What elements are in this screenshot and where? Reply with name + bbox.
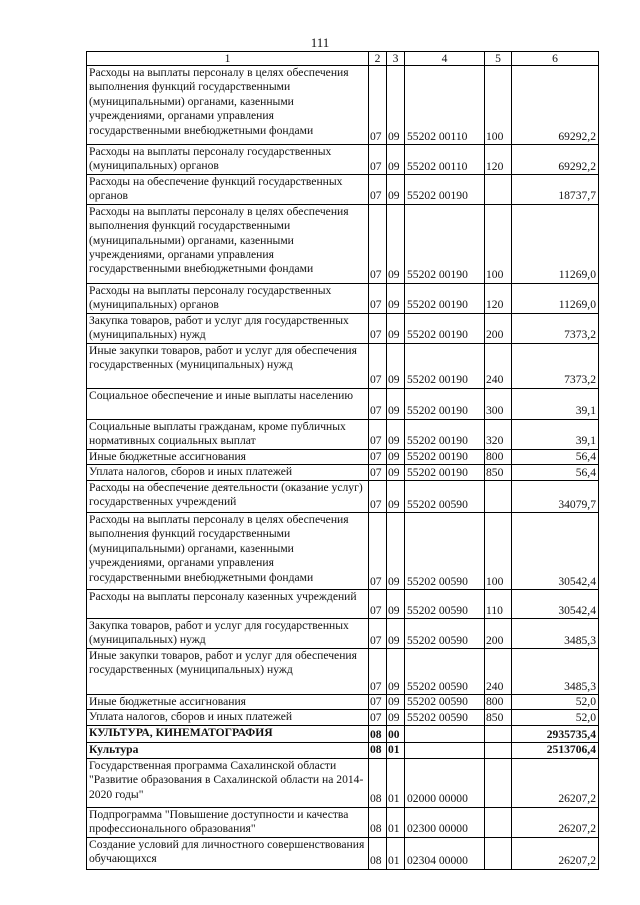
row-target-article: 55202 00590 xyxy=(405,695,485,710)
row-target-article: 55202 00190 xyxy=(405,449,485,464)
row-name: Расходы на выплаты персоналу в целях обеспечения выполнения функций государственными (муниципальными) органами, казенными учреждениями, органами управления государственными внебюджетными фондами xyxy=(87,204,369,283)
row-section: 07 xyxy=(369,145,387,175)
row-subsection: 09 xyxy=(387,481,405,513)
table-row xyxy=(87,649,599,695)
header-col-target-article: 4 xyxy=(405,52,485,66)
table-row xyxy=(87,758,599,807)
row-expense-type xyxy=(485,481,512,513)
row-subsection: 01 xyxy=(387,743,405,758)
row-expense-type xyxy=(485,758,512,807)
table-row xyxy=(87,343,599,388)
row-amount: 11269,0 xyxy=(512,283,599,313)
row-name: Государственная программа Сахалинской области "Развитие образования в Сахалинской области на 2014-2020 годы" xyxy=(87,758,369,807)
row-subsection: 09 xyxy=(387,619,405,649)
row-expense-type: 850 xyxy=(485,465,512,481)
row-target-article: 55202 00190 xyxy=(405,204,485,283)
table-row xyxy=(87,481,599,513)
row-amount: 69292,2 xyxy=(512,145,599,175)
row-amount: 39,1 xyxy=(512,388,599,419)
row-target-article: 55202 00190 xyxy=(405,388,485,419)
row-subsection: 09 xyxy=(387,449,405,464)
row-amount: 56,4 xyxy=(512,465,599,481)
table-row xyxy=(87,710,599,726)
row-expense-type xyxy=(485,837,512,869)
row-subsection: 09 xyxy=(387,313,405,343)
row-amount: 56,4 xyxy=(512,449,599,464)
row-expense-type: 850 xyxy=(485,710,512,726)
table-row xyxy=(87,204,599,283)
row-name: Расходы на выплаты персоналу казенных учреждений xyxy=(87,590,369,619)
row-amount: 26207,2 xyxy=(512,807,599,837)
row-amount: 3485,3 xyxy=(512,619,599,649)
row-section: 07 xyxy=(369,465,387,481)
table-row xyxy=(87,419,599,449)
row-target-article: 02304 00000 xyxy=(405,837,485,869)
row-expense-type: 300 xyxy=(485,388,512,419)
table-row xyxy=(87,619,599,649)
table-row xyxy=(87,743,599,758)
row-subsection: 01 xyxy=(387,758,405,807)
row-section: 07 xyxy=(369,710,387,726)
row-amount: 18737,7 xyxy=(512,175,599,205)
row-section: 07 xyxy=(369,388,387,419)
row-expense-type: 110 xyxy=(485,590,512,619)
row-target-article: 55202 00590 xyxy=(405,481,485,513)
row-target-article xyxy=(405,726,485,743)
budget-table xyxy=(86,51,599,870)
row-name: Расходы на выплаты персоналу в целях обеспечения выполнения функций государственными (муниципальными) органами, казенными учреждениями, органами управления государственными внебюджетными фондами xyxy=(87,66,369,145)
row-subsection: 09 xyxy=(387,419,405,449)
row-section: 08 xyxy=(369,837,387,869)
row-section: 07 xyxy=(369,343,387,388)
table-row xyxy=(87,283,599,313)
row-target-article: 55202 00110 xyxy=(405,66,485,145)
row-section: 07 xyxy=(369,481,387,513)
table-row xyxy=(87,175,599,205)
row-target-article: 02000 00000 xyxy=(405,758,485,807)
row-section: 08 xyxy=(369,758,387,807)
row-target-article: 55202 00190 xyxy=(405,465,485,481)
row-name: Закупка товаров, работ и услуг для государственных (муниципальных) нужд xyxy=(87,313,369,343)
table-row xyxy=(87,66,599,145)
row-name: Подпрограмма "Повышение доступности и качества профессионального образования" xyxy=(87,807,369,837)
row-section: 07 xyxy=(369,590,387,619)
row-amount: 30542,4 xyxy=(512,590,599,619)
row-subsection: 09 xyxy=(387,710,405,726)
row-section: 07 xyxy=(369,649,387,695)
table-row xyxy=(87,513,599,590)
row-section: 07 xyxy=(369,619,387,649)
row-expense-type xyxy=(485,807,512,837)
row-target-article: 55202 00190 xyxy=(405,175,485,205)
header-col-amount: 6 xyxy=(512,52,599,66)
table-row xyxy=(87,807,599,837)
row-expense-type: 100 xyxy=(485,66,512,145)
row-expense-type: 100 xyxy=(485,204,512,283)
row-target-article: 55202 00590 xyxy=(405,649,485,695)
row-name: Расходы на выплаты персоналу государственных (муниципальных) органов xyxy=(87,283,369,313)
row-target-article: 55202 00590 xyxy=(405,513,485,590)
row-subsection: 09 xyxy=(387,66,405,145)
row-expense-type xyxy=(485,726,512,743)
row-subsection: 09 xyxy=(387,513,405,590)
table-row xyxy=(87,726,599,743)
row-amount: 34079,7 xyxy=(512,481,599,513)
row-section: 08 xyxy=(369,726,387,743)
row-amount: 2935735,4 xyxy=(512,726,599,743)
row-subsection: 09 xyxy=(387,343,405,388)
table-header-row xyxy=(87,52,599,66)
row-name: КУЛЬТУРА, КИНЕМАТОГРАФИЯ xyxy=(87,726,369,743)
row-expense-type: 800 xyxy=(485,449,512,464)
row-amount: 11269,0 xyxy=(512,204,599,283)
row-subsection: 09 xyxy=(387,283,405,313)
row-expense-type: 240 xyxy=(485,649,512,695)
row-expense-type: 800 xyxy=(485,695,512,710)
row-subsection: 09 xyxy=(387,145,405,175)
row-expense-type: 120 xyxy=(485,283,512,313)
row-expense-type xyxy=(485,175,512,205)
row-name: Культура xyxy=(87,743,369,758)
page-number: 111 xyxy=(310,35,330,50)
row-expense-type xyxy=(485,743,512,758)
row-target-article: 55202 00190 xyxy=(405,283,485,313)
row-amount: 39,1 xyxy=(512,419,599,449)
table-row xyxy=(87,837,599,869)
header-col-section: 2 xyxy=(369,52,387,66)
table-row xyxy=(87,465,599,481)
row-name: Расходы на обеспечение деятельности (оказание услуг) государственных учреждений xyxy=(87,481,369,513)
row-target-article: 02300 00000 xyxy=(405,807,485,837)
row-amount: 7373,2 xyxy=(512,343,599,388)
row-subsection: 09 xyxy=(387,465,405,481)
row-amount: 7373,2 xyxy=(512,313,599,343)
row-target-article: 55202 00190 xyxy=(405,343,485,388)
row-expense-type: 200 xyxy=(485,313,512,343)
row-subsection: 01 xyxy=(387,807,405,837)
row-target-article: 55202 00590 xyxy=(405,619,485,649)
table-row xyxy=(87,145,599,175)
header-col-name: 1 xyxy=(87,52,369,66)
row-name: Иные закупки товаров, работ и услуг для обеспечения государственных (муниципальных) нужд xyxy=(87,343,369,388)
row-amount: 26207,2 xyxy=(512,758,599,807)
row-section: 07 xyxy=(369,449,387,464)
row-section: 07 xyxy=(369,66,387,145)
row-name: Иные бюджетные ассигнования xyxy=(87,449,369,464)
header-col-subsection: 3 xyxy=(387,52,405,66)
row-amount: 52,0 xyxy=(512,695,599,710)
row-amount: 2513706,4 xyxy=(512,743,599,758)
row-section: 07 xyxy=(369,513,387,590)
table-row xyxy=(87,449,599,464)
row-amount: 69292,2 xyxy=(512,66,599,145)
row-section: 07 xyxy=(369,175,387,205)
row-name: Расходы на выплаты персоналу в целях обеспечения выполнения функций государственными (муниципальными) органами, казенными учреждениями, органами управления государственными внебюджетными фондами xyxy=(87,513,369,590)
row-section: 08 xyxy=(369,807,387,837)
row-target-article: 55202 00190 xyxy=(405,419,485,449)
row-name: Иные закупки товаров, работ и услуг для обеспечения государственных (муниципальных) нужд xyxy=(87,649,369,695)
row-section: 07 xyxy=(369,283,387,313)
row-amount: 52,0 xyxy=(512,710,599,726)
row-name: Иные бюджетные ассигнования xyxy=(87,695,369,710)
row-subsection: 09 xyxy=(387,388,405,419)
row-expense-type: 200 xyxy=(485,619,512,649)
row-expense-type: 100 xyxy=(485,513,512,590)
row-target-article: 55202 00590 xyxy=(405,710,485,726)
row-target-article xyxy=(405,743,485,758)
row-name: Социальное обеспечение и иные выплаты населению xyxy=(87,388,369,419)
row-subsection: 09 xyxy=(387,590,405,619)
row-section: 07 xyxy=(369,695,387,710)
row-subsection: 00 xyxy=(387,726,405,743)
row-name: Расходы на выплаты персоналу государственных (муниципальных) органов xyxy=(87,145,369,175)
row-name: Социальные выплаты гражданам, кроме публичных нормативных социальных выплат xyxy=(87,419,369,449)
row-target-article: 55202 00110 xyxy=(405,145,485,175)
row-name: Расходы на обеспечение функций государственных органов xyxy=(87,175,369,205)
row-section: 07 xyxy=(369,419,387,449)
row-amount: 26207,2 xyxy=(512,837,599,869)
table-row xyxy=(87,590,599,619)
row-name: Создание условий для личностного совершенствования обучающихся xyxy=(87,837,369,869)
row-target-article: 55202 00590 xyxy=(405,590,485,619)
row-expense-type: 240 xyxy=(485,343,512,388)
row-subsection: 09 xyxy=(387,175,405,205)
row-subsection: 09 xyxy=(387,695,405,710)
table-row xyxy=(87,313,599,343)
table-row xyxy=(87,388,599,419)
row-section: 08 xyxy=(369,743,387,758)
row-subsection: 09 xyxy=(387,649,405,695)
row-subsection: 01 xyxy=(387,837,405,869)
row-expense-type: 120 xyxy=(485,145,512,175)
row-section: 07 xyxy=(369,313,387,343)
row-name: Закупка товаров, работ и услуг для государственных (муниципальных) нужд xyxy=(87,619,369,649)
row-amount: 3485,3 xyxy=(512,649,599,695)
row-target-article: 55202 00190 xyxy=(405,313,485,343)
row-name: Уплата налогов, сборов и иных платежей xyxy=(87,710,369,726)
header-col-expense-type: 5 xyxy=(485,52,512,66)
row-subsection: 09 xyxy=(387,204,405,283)
row-name: Уплата налогов, сборов и иных платежей xyxy=(87,465,369,481)
row-amount: 30542,4 xyxy=(512,513,599,590)
table-row xyxy=(87,695,599,710)
row-expense-type: 320 xyxy=(485,419,512,449)
row-section: 07 xyxy=(369,204,387,283)
